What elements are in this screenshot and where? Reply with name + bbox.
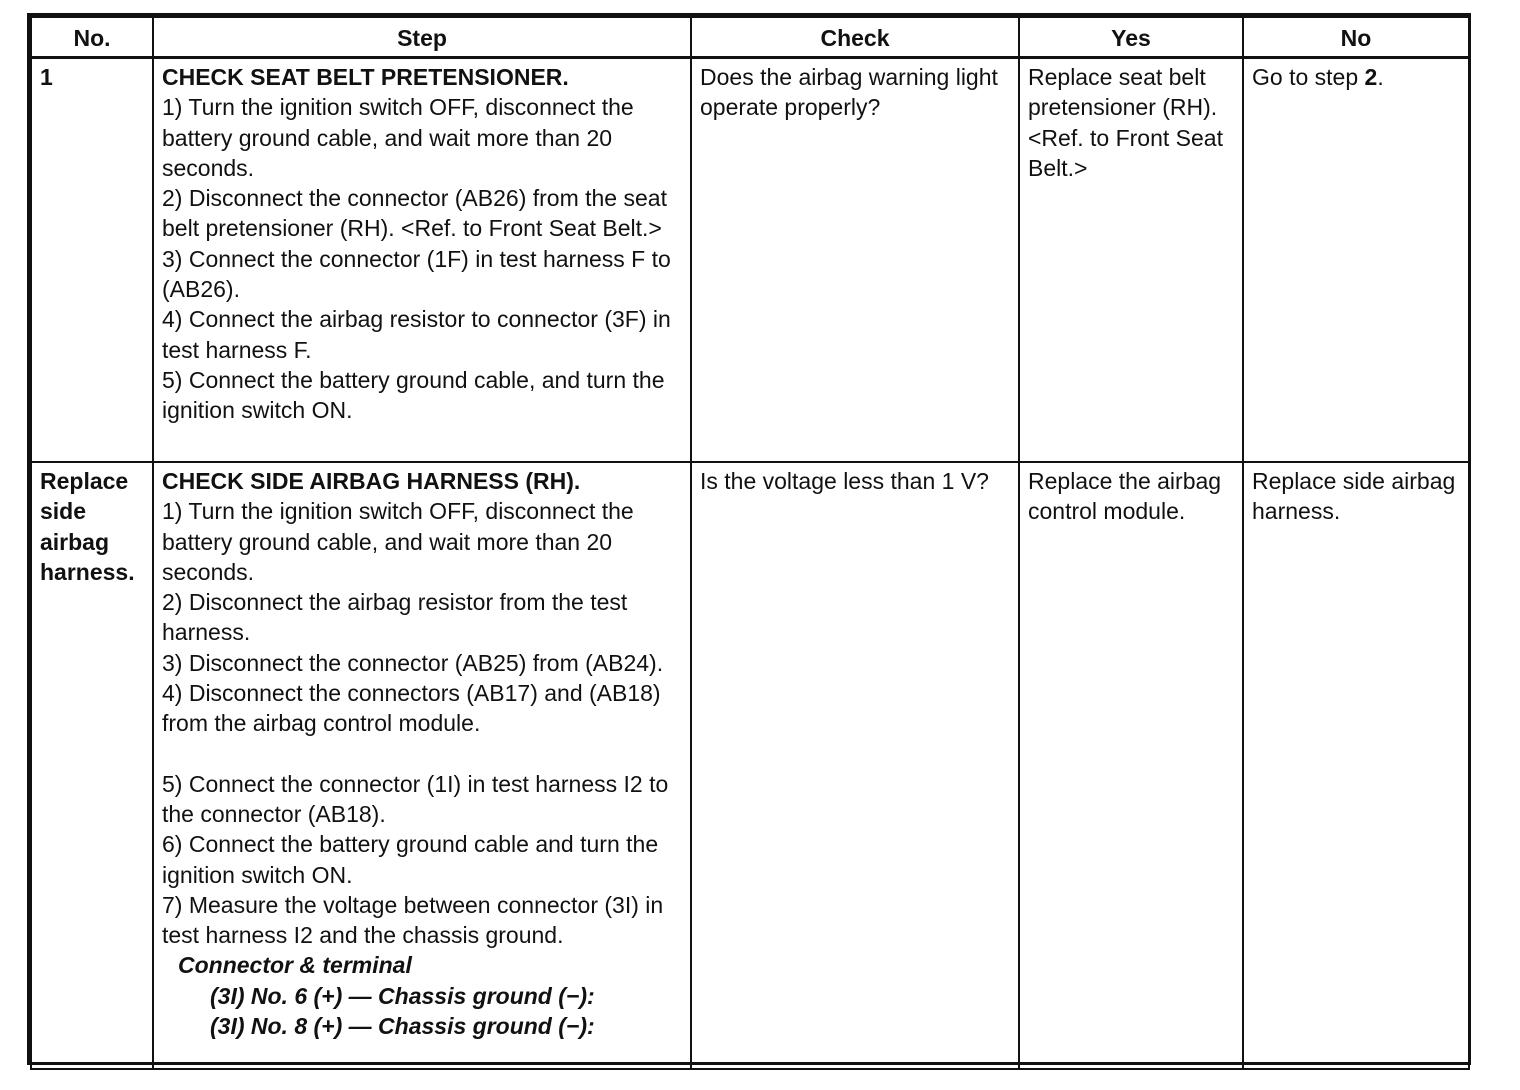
substep: 1) Turn the ignition switch OFF, disconnect the battery ground cable, and wait more than 20 seconds.: [162, 498, 634, 585]
substep: 3) Connect the connector (1F) in test harness F to (AB26).: [162, 245, 671, 303]
diagnostic-table-frame: [27, 13, 1471, 1065]
substep: 5) Connect the connector (1I) in test harness I2 to the connector (AB18).: [162, 770, 669, 827]
step-cell: [153, 58, 691, 463]
table-row: [31, 462, 1469, 1069]
substep: 3) Disconnect the connector (AB25) from (AB24).: [162, 649, 664, 676]
no-suffix: .: [1377, 64, 1384, 90]
substep: 1) Turn the ignition switch OFF, disconnect the battery ground cable, and wait more than 20 seconds.: [162, 94, 634, 181]
row-number: 1: [31, 58, 153, 463]
step-cell: [153, 462, 691, 1069]
spec-item: (3I) No. 6 (+) — Chassis ground (−):: [210, 982, 595, 1009]
substep: 2) Disconnect the airbag resistor from the test harness.: [162, 589, 628, 646]
substep: 7) Measure the voltage between connector (3I) in test harness I2 and the chassis ground.: [162, 891, 664, 949]
row-number: Replace side airbag harness.: [31, 462, 153, 1069]
substep: 4) Disconnect the connectors (AB17) and (AB18) from the airbag control module.: [162, 680, 661, 737]
yes-reference: <Ref. to Front Seat Belt.>: [1028, 124, 1223, 181]
spec-item: (3I) No. 8 (+) — Chassis ground (−):: [210, 1013, 595, 1040]
step-title: CHECK SIDE AIRBAG HARNESS (RH).: [162, 468, 581, 494]
check-cell: Does the airbag warning light operate properly?: [691, 58, 1019, 463]
diagnostic-table: [30, 16, 1470, 1070]
no-cell: [1243, 58, 1469, 463]
check-cell: Is the voltage less than 1 V?: [691, 462, 1019, 1069]
no-step-number: 2: [1364, 64, 1378, 90]
substep: 4) Connect the airbag resistor to connector (3F) in test harness F.: [162, 306, 671, 363]
step-title: CHECK SEAT BELT PRETENSIONER.: [162, 64, 569, 90]
yes-cell: [1019, 58, 1243, 463]
spec-label: Connector & terminal: [178, 952, 412, 979]
yes-cell: Replace the airbag control module.: [1019, 462, 1243, 1069]
header-yes: Yes: [1019, 17, 1243, 58]
header-no-result: No: [1243, 17, 1469, 58]
substep: 6) Connect the battery ground cable and turn the ignition switch ON.: [162, 831, 659, 888]
substep: 5) Connect the battery ground cable, and turn the ignition switch ON.: [162, 366, 665, 424]
header-step: Step: [153, 17, 691, 58]
table-row: [31, 58, 1469, 463]
no-prefix: Go to step: [1252, 64, 1365, 90]
header-no: No.: [31, 17, 153, 58]
table-header-row: [31, 17, 1469, 58]
substep: 2) Disconnect the connector (AB26) from the seat belt pretensioner (RH). <Ref. to Front Seat Belt.>: [162, 185, 667, 242]
header-check: Check: [691, 17, 1019, 58]
yes-action: Replace seat belt pretensioner (RH).: [1028, 64, 1218, 121]
spacer: [162, 739, 684, 769]
no-cell: Replace side airbag harness.: [1243, 462, 1469, 1069]
